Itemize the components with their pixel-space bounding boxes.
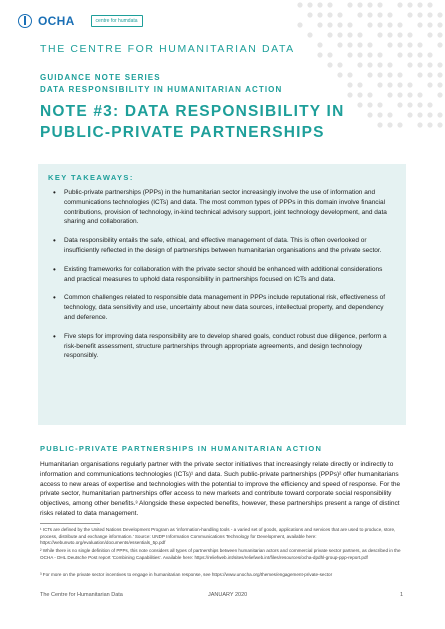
- map-dot: [377, 12, 382, 17]
- map-dot: [387, 122, 392, 127]
- map-dot: [407, 112, 412, 117]
- map-dot: [377, 102, 382, 107]
- map-dot: [417, 2, 422, 7]
- map-dot: [417, 122, 422, 127]
- map-dot: [407, 92, 412, 97]
- page-number: 1: [400, 592, 404, 598]
- map-dot: [357, 2, 362, 7]
- map-dot: [427, 12, 432, 17]
- map-dot: [417, 92, 422, 97]
- footnote-2: ² While there is no single definition of PPPs, this note considers all types of partnerships between humanitarian actors and commercial private sector partners, as described in the OCHA - DHL Deutsche Post report 'Combining Capabilities'. Available here: https://reliefweb.int/sites/reliefweb.int/files/resources/ocha-dpdhl-group-ppp-report.pdf: [40, 548, 401, 560]
- takeaway-item: • Existing frameworks for collaboration with the private sector should be enhanced with additional considerations and practical measures to uphold data responsibility in partnerships focused on ICTs and data.: [38, 265, 394, 285]
- map-dot: [357, 62, 362, 67]
- map-dot: [337, 42, 342, 47]
- map-dot: [417, 22, 422, 27]
- map-dot: [357, 52, 362, 57]
- map-dot: [437, 22, 442, 27]
- map-dot: [417, 112, 422, 117]
- takeaway-item: • Public-private partnerships (PPPs) in the humanitarian sector increasingly involve the use of information and communications technologies (ICTs) and data. The most common types of PPPs in this domain involve financial contributions, provision of technology, in-kind technical advisory support, joint technology development, and data sharing and collaboration.: [38, 188, 394, 227]
- map-dot: [327, 62, 332, 67]
- map-dot: [377, 72, 382, 77]
- map-dot: [347, 42, 352, 47]
- map-dot: [327, 2, 332, 7]
- map-dot: [437, 42, 442, 47]
- map-dot: [437, 112, 442, 117]
- map-dot: [377, 112, 382, 117]
- map-dot: [417, 102, 422, 107]
- map-dot: [387, 12, 392, 17]
- map-dot: [367, 12, 372, 17]
- takeaway-item: • Common challenges related to responsible data management in PPPs include reputational risk, effectiveness of technology, data sensitivity and use, uncertainty about new data sources, intellectual property, and dependency and deference.: [38, 293, 394, 322]
- map-dot: [307, 32, 312, 37]
- map-dot: [397, 42, 402, 47]
- map-dot: [387, 62, 392, 67]
- map-dot: [387, 82, 392, 87]
- map-dot: [397, 102, 402, 107]
- map-dot: [337, 32, 342, 37]
- map-dot: [437, 92, 442, 97]
- map-dot: [367, 72, 372, 77]
- map-dot: [407, 2, 412, 7]
- map-dot: [377, 2, 382, 7]
- map-dot: [317, 42, 322, 47]
- map-dot: [347, 92, 352, 97]
- map-dot: [417, 42, 422, 47]
- map-dot: [397, 92, 402, 97]
- map-dot: [357, 82, 362, 87]
- map-dot: [397, 32, 402, 37]
- map-dot: [297, 22, 302, 27]
- map-dot: [337, 62, 342, 67]
- map-dot: [437, 32, 442, 37]
- map-dot: [377, 82, 382, 87]
- document-title-line-2: PUBLIC-PRIVATE PARTNERSHIPS: [40, 124, 325, 141]
- map-dot: [327, 32, 332, 37]
- map-dot: [347, 32, 352, 37]
- map-dot: [377, 62, 382, 67]
- map-dot: [317, 52, 322, 57]
- map-dot: [407, 52, 412, 57]
- map-dot: [317, 2, 322, 7]
- map-dot: [397, 72, 402, 77]
- map-dot: [347, 2, 352, 7]
- map-dot: [327, 22, 332, 27]
- footer-organisation: The Centre for Humanitarian Data: [40, 592, 123, 598]
- map-dot: [397, 82, 402, 87]
- map-dot: [417, 12, 422, 17]
- map-dot: [407, 62, 412, 67]
- map-dot: [427, 122, 432, 127]
- map-dot: [357, 12, 362, 17]
- map-dot: [307, 12, 312, 17]
- map-dot: [397, 22, 402, 27]
- map-dot: [427, 112, 432, 117]
- map-dot: [347, 22, 352, 27]
- map-dot: [347, 72, 352, 77]
- map-dot: [427, 102, 432, 107]
- map-dot: [387, 72, 392, 77]
- centre-badge: centre for humdata: [91, 15, 143, 27]
- series-label: GUIDANCE NOTE SERIES: [40, 73, 161, 82]
- map-dot: [427, 22, 432, 27]
- ocha-logo: OCHA: [38, 14, 75, 28]
- map-dot: [357, 32, 362, 37]
- map-dot: [417, 72, 422, 77]
- un-emblem-icon: [18, 14, 32, 28]
- map-dot: [337, 12, 342, 17]
- map-dot: [407, 82, 412, 87]
- map-dot: [327, 12, 332, 17]
- map-dot: [417, 52, 422, 57]
- map-dot: [407, 102, 412, 107]
- map-dot: [387, 112, 392, 117]
- map-dot: [387, 32, 392, 37]
- map-dot: [367, 92, 372, 97]
- map-dot: [387, 42, 392, 47]
- map-dot: [317, 22, 322, 27]
- map-dot: [367, 102, 372, 107]
- key-takeaways-box: [38, 164, 406, 425]
- map-dot: [367, 2, 372, 7]
- key-takeaways-list: [38, 188, 406, 370]
- document-title-line-1: NOTE #3: DATA RESPONSIBILITY IN: [40, 103, 345, 120]
- map-dot: [417, 62, 422, 67]
- map-dot: [367, 112, 372, 117]
- map-dot: [437, 122, 442, 127]
- map-dot: [297, 2, 302, 7]
- map-dot: [437, 82, 442, 87]
- map-dot: [367, 62, 372, 67]
- series-subtitle: DATA RESPONSIBILITY IN HUMANITARIAN ACTION: [40, 85, 283, 94]
- map-dot: [307, 2, 312, 7]
- map-dot: [397, 122, 402, 127]
- map-dot: [397, 2, 402, 7]
- map-dot: [427, 52, 432, 57]
- section-heading: PUBLIC-PRIVATE PARTNERSHIPS IN HUMANITARIAN ACTION: [40, 444, 323, 453]
- map-dot: [337, 22, 342, 27]
- map-dot: [427, 32, 432, 37]
- map-dot: [327, 52, 332, 57]
- map-dot: [377, 122, 382, 127]
- takeaway-item: • Five steps for improving data responsibility are to develop shared goals, conduct robust due diligence, perform a risk-benefit assessment, structure partnerships through appropriate agreements, and design technology responsibly.: [38, 332, 394, 361]
- map-dot: [367, 42, 372, 47]
- body-paragraph: Humanitarian organisations regularly partner with the private sector initiatives that increasingly relate directly or indirectly to information and communications technologies (ICTs)¹ and data. Such public-private partnerships (PPPs)² offer humanitarians access to new areas of expertise and technologies with the potential to improve the efficiency and speed of response. For the private sector, humanitarian partnerships offer access to new markets and contribute toward corporate social responsibility objectives, among other benefits.³ Alongside these expected benefits, however, these partnerships present a range of distinct risks related to data management.: [40, 461, 401, 517]
- map-dot: [387, 22, 392, 27]
- map-dot: [357, 42, 362, 47]
- map-dot: [437, 62, 442, 67]
- map-dot: [347, 52, 352, 57]
- map-dot: [377, 52, 382, 57]
- footnote-1: ¹ ICTs are defined by the United Nations Development Program as 'information-handling tools - a varied set of goods, applications and services that are used to produce, store, process, distribute and exchange information.' Source: UNDP Information Communications Technology for Development, available here: https://webunwto.org/evaluation/documents/essentials_5p.pdf: [40, 527, 396, 546]
- map-dot: [427, 72, 432, 77]
- map-dot: [427, 2, 432, 7]
- map-dot: [427, 82, 432, 87]
- map-dot: [337, 72, 342, 77]
- map-dot: [377, 32, 382, 37]
- map-dot: [357, 102, 362, 107]
- map-dot: [377, 22, 382, 27]
- footnote-divider: [40, 523, 100, 524]
- header-logos: [18, 14, 143, 28]
- map-dot: [437, 12, 442, 17]
- map-dot: [387, 92, 392, 97]
- map-dot: [437, 72, 442, 77]
- map-dot: [317, 12, 322, 17]
- key-takeaways-heading: KEY TAKEAWAYS:: [48, 173, 134, 182]
- map-dot: [407, 32, 412, 37]
- footer-date: JANUARY 2020: [208, 592, 248, 598]
- map-dot: [367, 52, 372, 57]
- centre-title: THE CENTRE FOR HUMANITARIAN DATA: [40, 43, 295, 55]
- map-dot: [347, 82, 352, 87]
- map-dot: [427, 62, 432, 67]
- takeaway-item: • Data responsibility entails the safe, ethical, and effective management of data. This is often overlooked or insufficiently reflected in the design of partnerships between humanitarian organisations and the private sector.: [38, 236, 394, 256]
- footnote-3: ³ For more on the private sector incentives to engage in humanitarian response, see https://www.unocha.org/themes/engagement-private-sector: [40, 572, 333, 577]
- map-dot: [357, 92, 362, 97]
- map-dot: [407, 12, 412, 17]
- map-dot: [407, 42, 412, 47]
- map-dot: [367, 22, 372, 27]
- map-dot: [397, 52, 402, 57]
